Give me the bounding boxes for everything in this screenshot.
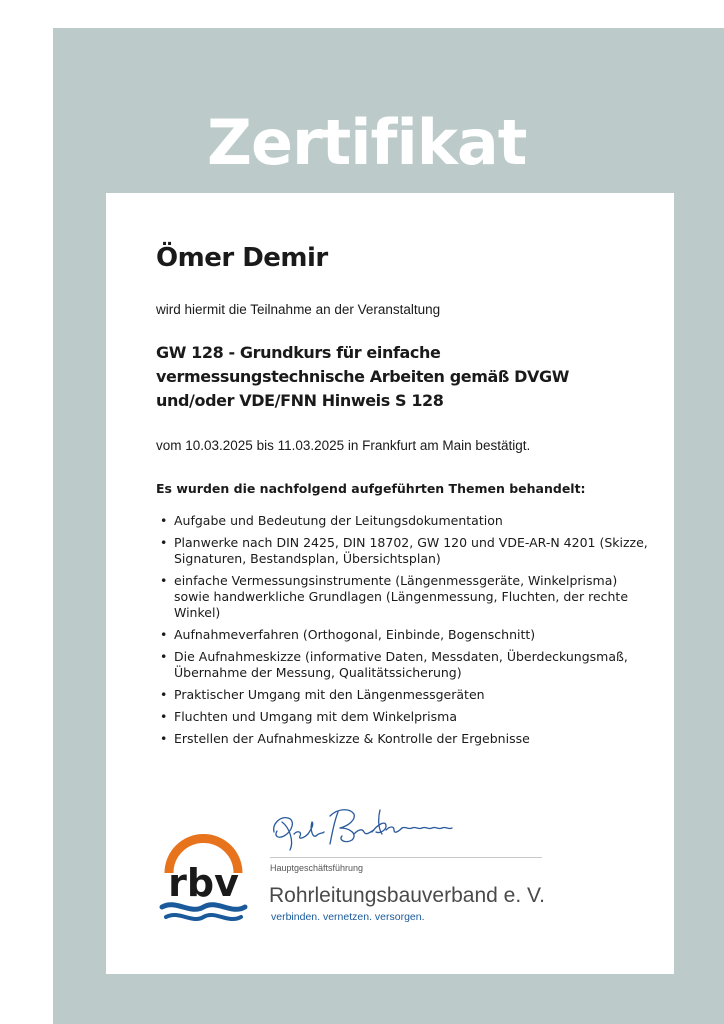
bullet-icon: • (160, 513, 168, 528)
bullet-icon: • (160, 535, 168, 550)
organization-tagline: verbinden. vernetzen. versorgen. (271, 911, 425, 923)
topic-text: Aufnahmeverfahren (Orthogonal, Einbinde, Bogenschnitt) (174, 627, 536, 642)
bullet-icon: • (160, 649, 168, 664)
certificate-card (106, 193, 674, 974)
recipient-name: Ömer Demir (156, 243, 328, 273)
bullet-icon: • (160, 731, 168, 746)
topic-text: Die Aufnahmeskizze (informative Daten, Messdaten, Überdeckungsmaß, Übernahme der Messung, Qualitätssicherung) (174, 649, 628, 680)
course-title: GW 128 - Grundkurs für einfache vermessungstechnische Arbeiten gemäß DVGW und/oder VDE/FNN Hinweis S 128 (156, 343, 569, 410)
topic-item (156, 627, 656, 643)
rbv-logo-icon (156, 831, 251, 926)
topics-heading: Es wurden die nachfolgend aufgeführten Themen behandelt: (156, 481, 586, 496)
topic-item (156, 513, 656, 529)
topic-item (156, 535, 656, 567)
topic-text: Aufgabe und Bedeutung der Leitungsdokumentation (174, 513, 503, 528)
topic-text: Praktischer Umgang mit den Längenmessgeräten (174, 687, 485, 702)
bullet-icon: • (160, 687, 168, 702)
topic-item (156, 649, 656, 681)
certificate-heading: Zertifikat (207, 106, 527, 179)
topic-text: einfache Vermessungsinstrumente (Längenmessgeräte, Winkelprisma) sowie handwerkliche Grundlagen (Längenmessung, Fluchten, der rechte Winkel) (174, 573, 629, 620)
bullet-icon: • (160, 627, 168, 642)
intro-text: wird hiermit die Teilnahme an der Veranstaltung (156, 302, 441, 317)
topic-text: Erstellen der Aufnahmeskizze & Kontrolle der Ergebnisse (174, 731, 530, 746)
topic-item (156, 573, 656, 621)
bullet-icon: • (160, 709, 168, 724)
topic-item (156, 709, 656, 725)
signature-role: Hauptgeschäftsführung (270, 863, 364, 873)
topic-text: Fluchten und Umgang mit dem Winkelprisma (174, 709, 458, 724)
topic-text: Planwerke nach DIN 2425, DIN 18702, GW 120 und VDE-AR-N 4201 (Skizze, Signaturen, Bestandsplan, Übersichtsplan) (174, 535, 648, 566)
logo-text: rbv (168, 861, 239, 905)
course-dates: vom 10.03.2025 bis 11.03.2025 in Frankfurt am Main bestätigt. (156, 438, 531, 453)
organization-name: Rohrleitungsbauverband e. V. (269, 884, 545, 907)
topic-item (156, 687, 656, 703)
signature-line (270, 857, 542, 858)
signature-image (268, 798, 468, 858)
bullet-icon: • (160, 573, 168, 588)
topics-list (156, 513, 656, 753)
topic-item (156, 731, 656, 747)
